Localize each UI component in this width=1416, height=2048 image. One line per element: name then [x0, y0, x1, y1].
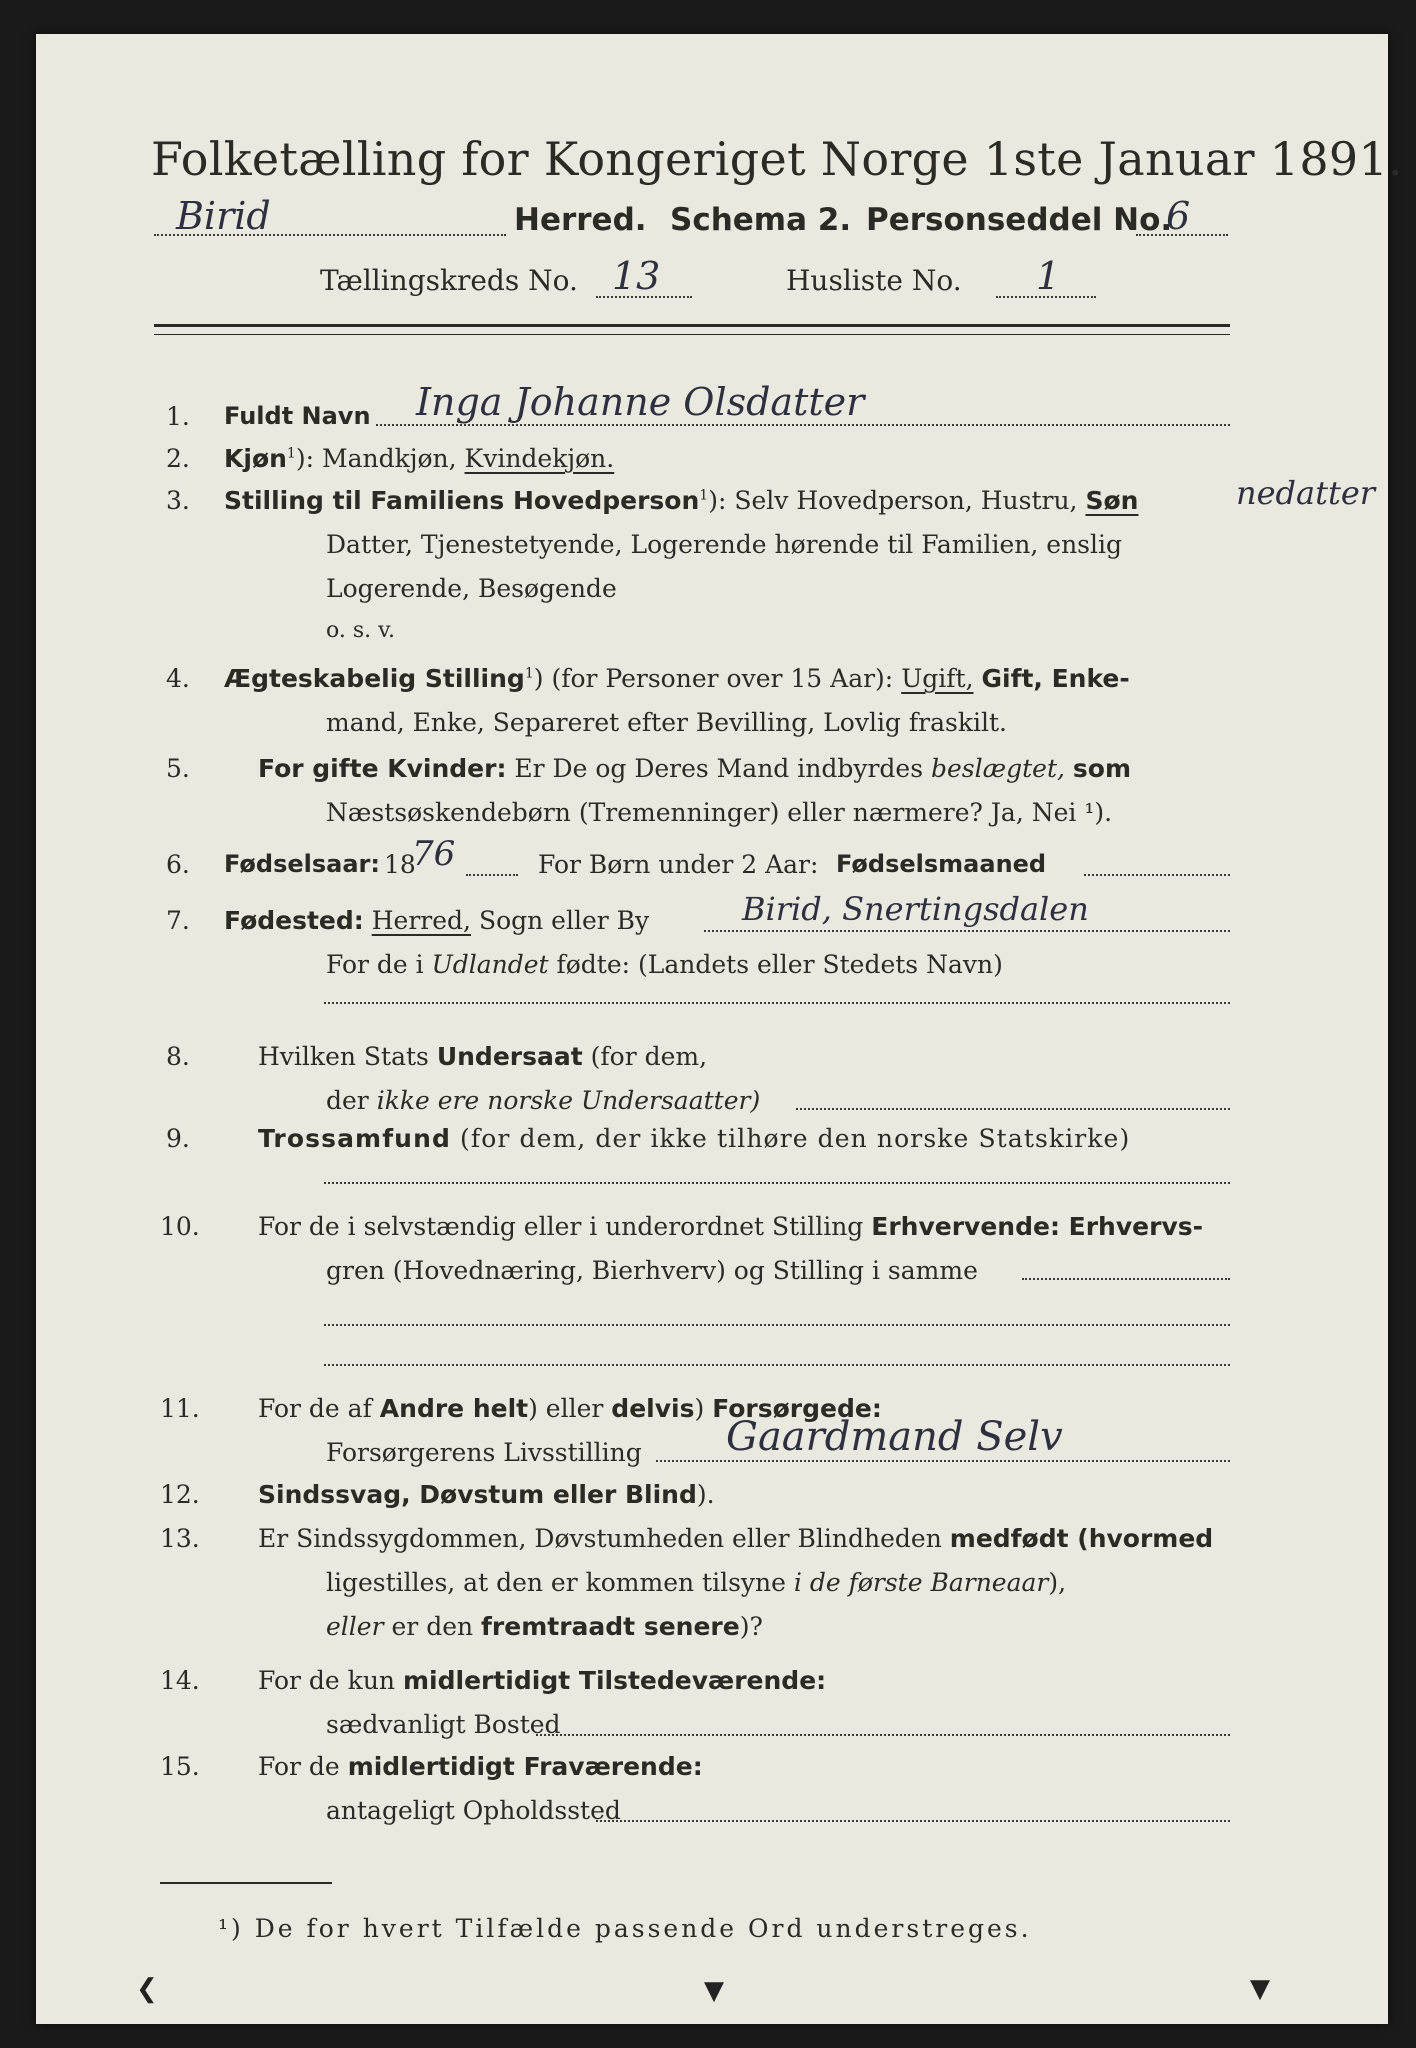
occupation-label: Erhvervende: Erhvervs-: [871, 1212, 1203, 1241]
item-number: 10.: [160, 1212, 200, 1241]
married-women-label: For gifte Kvinder:: [258, 754, 507, 783]
congenital-line3-b: )?: [739, 1612, 763, 1641]
supported-text-c: ): [694, 1394, 705, 1423]
schema-label: Schema 2.: [670, 202, 852, 238]
family-position-value: nedatter: [1236, 474, 1376, 512]
congenital-text: Er Sindssygdommen, Døvstumheden eller Blindheden: [258, 1524, 942, 1553]
herred-value: Birid: [176, 194, 271, 238]
congenital-line3: [326, 1612, 763, 1641]
birthplace-option-herred: Herred,: [371, 906, 471, 935]
kreds-label: Tællingskreds No.: [320, 264, 578, 297]
sex-label: Kjøn: [224, 444, 287, 473]
married-women-line2: Næstsøskendebørn (Tremenninger) eller nærmere? Ja, Nei ¹).: [326, 798, 1113, 827]
full-name-label: Fuldt Navn: [224, 402, 371, 430]
item-number: 4.: [166, 664, 190, 693]
birth-year-line: [466, 874, 518, 876]
item-number: 3.: [166, 486, 190, 515]
occupation-value-line1: [1022, 1278, 1230, 1280]
congenital-label: medfødt (hvormed: [949, 1524, 1214, 1553]
usual-residence-line: [536, 1734, 1230, 1736]
header-rule: [154, 324, 1230, 327]
down-triangle-icon: ▼: [704, 1976, 724, 2006]
item-number: 13.: [160, 1524, 200, 1553]
religion-text: (for dem, der ikke tilhøre den norske Statskirke): [460, 1124, 1131, 1153]
presumed-residence-label: antageligt Opholdssted: [326, 1796, 621, 1825]
married-women-tail: som: [1072, 754, 1132, 783]
item-number: 8.: [166, 1042, 190, 1071]
kreds-value: 13: [612, 254, 661, 298]
temp-present-line: [258, 1666, 826, 1695]
supported-partly: delvis: [611, 1394, 695, 1423]
census-form: [36, 34, 1403, 2024]
birthplace-options: Sogn eller By: [478, 906, 650, 935]
footnote-ref: 1: [286, 445, 296, 462]
herred-dotted-line: [154, 234, 506, 236]
family-position-options: ): Selv Hovedperson, Hustru,: [708, 486, 1078, 515]
item-number: 2.: [166, 444, 190, 473]
marital-text: ) (for Personer over 15 Aar):: [533, 664, 894, 693]
footnote-rule: [160, 1882, 332, 1884]
citizenship-line2-ital: ikke ere norske Undersaatter): [376, 1086, 761, 1115]
header-rule-thin: [154, 334, 1230, 335]
congenital-line2-b: ),: [1048, 1568, 1067, 1597]
birthplace-foreign-ital: Udlandet: [431, 950, 549, 979]
footnote-ref: 1: [699, 487, 709, 504]
birthplace-foreign-b: fødte: (Landets eller Stedets Navn): [556, 950, 1003, 979]
temp-present-label: midlertidigt Tilstedeværende:: [402, 1666, 827, 1695]
birthplace-line2: [326, 950, 1003, 979]
citizenship-line: [258, 1042, 707, 1071]
congenital-line2-a: ligestilles, at den er kommen tilsyne: [326, 1568, 786, 1597]
congenital-line3-label: fremtraadt senere: [481, 1612, 740, 1641]
birth-year-label: Fødselsaar:: [224, 850, 380, 878]
birthplace-line: [704, 930, 1230, 932]
marital-option-unmarried: Ugift,: [901, 664, 974, 693]
citizenship-line2-a: der: [326, 1086, 369, 1115]
footnote-ref: 1: [524, 665, 534, 682]
birth-month-line: [1084, 874, 1230, 876]
kreds-dotted-line: [596, 296, 692, 298]
personseddel-label: Personseddel No.: [866, 202, 1173, 238]
occupation-text: For de i selvstændig eller i underordnet Stilling: [258, 1212, 864, 1241]
herred-label: Herred.: [514, 202, 647, 238]
item-number: 15.: [160, 1752, 200, 1781]
provider-label: Forsørgerens Livsstilling: [326, 1438, 642, 1467]
congenital-line2: [326, 1568, 1066, 1597]
family-position-line2: Datter, Tjenestetyende, Logerende hørende til Familien, enslig: [326, 530, 1123, 559]
sex-option-female: Kvindekjøn.: [464, 444, 615, 473]
husliste-value: 1: [1036, 254, 1061, 298]
disability-label: Sindssvag, Døvstum eller Blind: [258, 1480, 697, 1509]
supported-label: Forsørgede:: [712, 1394, 882, 1423]
congenital-line3-ital: eller: [326, 1612, 384, 1641]
personseddel-value: 6: [1166, 194, 1191, 238]
item-number: 14.: [160, 1666, 200, 1695]
item-number: 5.: [166, 754, 190, 783]
disability-text: ).: [696, 1480, 715, 1509]
birth-month-text: For Børn under 2 Aar:: [538, 850, 819, 879]
form-title: Folketælling for Kongeriget Norge 1ste Januar 1891.: [151, 132, 1403, 186]
family-position-label: Stilling til Familiens Hovedperson: [224, 486, 700, 515]
occupation-line: [258, 1212, 1203, 1241]
supported-fully: Andre helt: [379, 1394, 529, 1423]
sex-line: [224, 444, 614, 473]
occupation-line2: gren (Hovednæring, Bierhverv) og Stilling i samme: [326, 1256, 978, 1285]
birthplace-line: [224, 906, 649, 935]
birth-year-prefix: 18: [384, 850, 416, 879]
usual-residence-label: sædvanligt Bosted: [326, 1710, 561, 1739]
temp-absent-text: For de: [258, 1752, 340, 1781]
full-name-line: [376, 424, 1230, 426]
citizenship-value-line: [796, 1108, 1230, 1110]
right-triangle-icon: ▼: [1250, 1974, 1270, 2004]
birthplace-foreign-line: [324, 1002, 1230, 1004]
citizenship-label: Undersaat: [436, 1042, 583, 1071]
occupation-value-line2: [324, 1324, 1230, 1326]
provider-value: Gaardmand Selv: [726, 1414, 1063, 1460]
religion-label: Trossamfund: [258, 1124, 451, 1153]
temp-absent-label: midlertidigt Fraværende:: [347, 1752, 703, 1781]
family-position-line: [224, 486, 1138, 515]
supported-text-b: ) eller: [528, 1394, 604, 1423]
personseddel-dotted-line: [1136, 234, 1228, 236]
family-position-line4: o. s. v.: [326, 618, 395, 643]
family-position-son: Søn: [1085, 486, 1139, 515]
citizenship-text-a: Hvilken Stats: [258, 1042, 429, 1071]
married-women-related: beslægtet,: [931, 754, 1065, 783]
citizenship-line2: [326, 1086, 760, 1115]
item-number: 1.: [166, 402, 190, 431]
husliste-dotted-line: [996, 296, 1096, 298]
disability-line: [258, 1480, 715, 1509]
family-position-line3: Logerende, Besøgende: [326, 574, 617, 603]
birthplace-foreign-a: For de i: [326, 950, 424, 979]
sex-option-male: ): Mandkjøn,: [295, 444, 457, 473]
item-number: 12.: [160, 1480, 200, 1509]
congenital-line3-a: er den: [391, 1612, 474, 1641]
left-arrow-icon: ❮: [136, 1974, 158, 2004]
congenital-line: [258, 1524, 1213, 1553]
item-number: 9.: [166, 1124, 190, 1153]
marital-line: [224, 664, 1130, 693]
religion-value-line: [324, 1182, 1230, 1184]
birthplace-value: Birid, Snertingsdalen: [742, 890, 1089, 928]
presumed-residence-line: [596, 1820, 1230, 1822]
marital-line2: mand, Enke, Separeret efter Bevilling, Lovlig fraskilt.: [326, 708, 1007, 737]
provider-value-line: [656, 1460, 1230, 1462]
marital-options-rest: Gift, Enke-: [981, 664, 1130, 693]
married-women-text: Er De og Deres Mand indbyrdes: [514, 754, 924, 783]
full-name-value: Inga Johanne Olsdatter: [416, 380, 865, 424]
religion-line: [258, 1124, 1130, 1153]
temp-present-text: For de kun: [258, 1666, 396, 1695]
supported-text-a: For de af: [258, 1394, 372, 1423]
item-number: 6.: [166, 850, 190, 879]
birth-year-value: 76: [412, 834, 456, 874]
item-number: 7.: [166, 906, 190, 935]
birthplace-label: Fødested:: [224, 906, 364, 935]
married-women-line: [258, 754, 1131, 783]
temp-absent-line: [258, 1752, 703, 1781]
occupation-value-line3: [324, 1364, 1230, 1366]
congenital-line2-ital: i de første Barneaar: [793, 1568, 1049, 1597]
marital-label: Ægteskabelig Stilling: [224, 664, 525, 693]
footnote: ¹) De for hvert Tilfælde passende Ord understreges.: [218, 1914, 1032, 1943]
husliste-label: Husliste No.: [786, 264, 962, 297]
birth-month-label: Fødselsmaaned: [836, 850, 1047, 878]
citizenship-text-b: (for dem,: [590, 1042, 708, 1071]
item-number: 11.: [160, 1394, 200, 1423]
